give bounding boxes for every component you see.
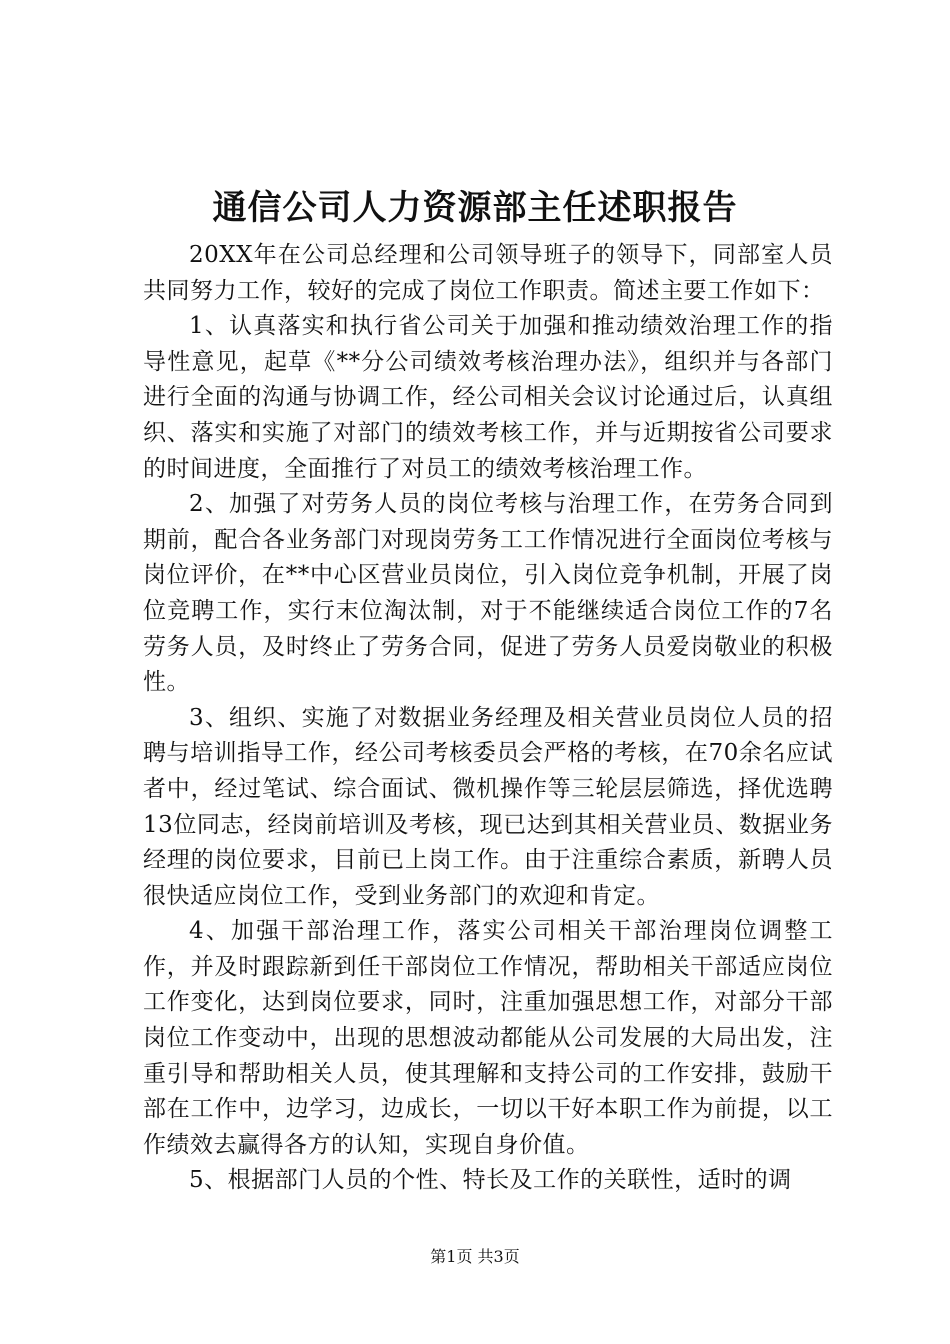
paragraph-item-1: 1、认真落实和执行省公司关于加强和推动绩效治理工作的指导性意见，起草《**分公司绩效考核治理办法》，组织并与各部门进行全面的沟通与协调工作，经公司相关会议讨论通过后，认真组织、落实和实施了对部门的绩效考核工作，并与近期按省公司要求的时间进度，全面推行了对员工的绩效考核治理工作。: [143, 313, 833, 482]
document-title: 通信公司人力资源部主任述职报告: [212, 188, 738, 228]
paragraph-intro: 20XX年在公司总经理和公司领导班子的领导下，同部室人员共同努力工作，较好的完成了岗位工作职责。简述主要工作如下：: [143, 242, 833, 304]
paragraph-item-3: 3、组织、实施了对数据业务经理及相关营业员岗位人员的招聘与培训指导工作，经公司考核委员会严格的考核，在70余名应试者中，经过笔试、综合面试、微机操作等三轮层层筛选，择优选聘13位同志，经岗前培训及考核，现已达到其相关营业员、数据业务经理的岗位要求，目前已上岗工作。由于注重综合素质，新聘人员很快适应岗位工作，受到业务部门的欢迎和肯定。: [143, 704, 833, 909]
paragraph-item-4: 4、加强干部治理工作，落实公司相关干部治理岗位调整工作，并及时跟踪新到任干部岗位工作情况，帮助相关干部适应岗位工作变化，达到岗位要求，同时，注重加强思想工作，对部分干部岗位工作变动中，出现的思想波动都能从公司发展的大局出发，注重引导和帮助相关人员，使其理解和支持公司的工作安排，鼓励干部在工作中，边学习，边成长，一切以干好本职工作为前提，以工作绩效去赢得各方的认知，实现自身价值。: [143, 918, 833, 1158]
document-body: [143, 238, 833, 1199]
paragraph-item-2: 2、加强了对劳务人员的岗位考核与治理工作，在劳务合同到期前，配合各业务部门对现岗劳务工工作情况进行全面岗位考核与岗位评价，在**中心区营业员岗位，引入岗位竞争机制，开展了岗位竞聘工作，实行末位淘汰制，对于不能继续适合岗位工作的7名劳务人员，及时终止了劳务合同，促进了劳务人员爱岗敬业的积极性。: [143, 491, 833, 696]
page-footer: 第1页 共3页: [430, 1247, 520, 1266]
paragraph-item-5: 5、根据部门人员的个性、特长及工作的关联性，适时的调: [189, 1167, 792, 1194]
